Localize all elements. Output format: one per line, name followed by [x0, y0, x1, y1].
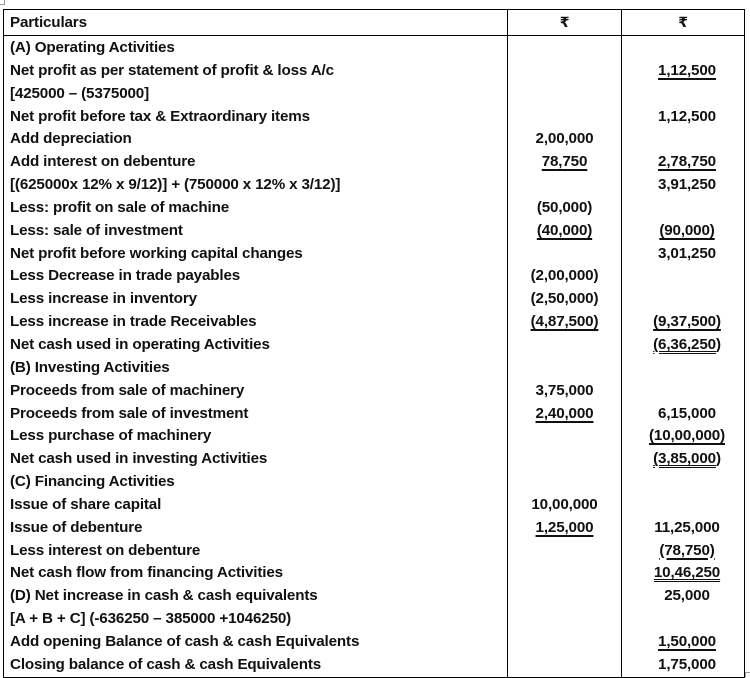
row-amount-col2 [508, 654, 622, 677]
table-row [4, 403, 745, 426]
row-amount-col3: 1,50,000 [622, 631, 745, 654]
row-amount-col2 [508, 425, 622, 448]
row-amount-col3 [622, 83, 745, 106]
table-row [4, 288, 745, 311]
rupee-icon: ₹ [678, 14, 688, 30]
row-amount-col3: (3,85,000) [622, 448, 745, 471]
row-label: Less increase in inventory [4, 288, 508, 311]
table-row [4, 540, 745, 563]
document-corner-mark [0, 0, 5, 5]
row-amount-col2: 2,00,000 [508, 128, 622, 151]
subtotal-row-financing [4, 562, 745, 585]
row-amount-col2: 2,40,000 [508, 403, 622, 426]
row-label: Proceeds from sale of investment [4, 403, 508, 426]
header-particulars: Particulars [4, 10, 508, 36]
row-label: Add interest on debenture [4, 151, 508, 174]
row-amount-col3: (78,750) [622, 540, 745, 563]
row-label: Less increase in trade Receivables [4, 311, 508, 334]
row-label: Net profit before working capital changes [4, 243, 508, 266]
subtotal-row-investing [4, 448, 745, 471]
row-amount-col2 [508, 36, 622, 60]
table-row [4, 265, 745, 288]
row-label: Net profit as per statement of profit & loss A/c [4, 60, 508, 83]
row-amount-col3: 10,46,250 [622, 562, 745, 585]
row-label: (A) Operating Activities [4, 36, 508, 60]
row-amount-col3: 3,91,250 [622, 174, 745, 197]
table-row [4, 60, 745, 83]
table-row [4, 151, 745, 174]
row-amount-col2: 10,00,000 [508, 494, 622, 517]
row-label: Net cash flow from financing Activities [4, 562, 508, 585]
rupee-icon: ₹ [559, 14, 570, 30]
row-amount-col3 [622, 471, 745, 494]
row-label: Net cash used in operating Activities [4, 334, 508, 357]
row-amount-col2: (4,87,500) [508, 311, 622, 334]
table-row [4, 243, 745, 266]
table-row [4, 174, 745, 197]
row-amount-col2: (2,50,000) [508, 288, 622, 311]
row-label: Add depreciation [4, 128, 508, 151]
table-row [4, 380, 745, 403]
row-label: Less: sale of investment [4, 220, 508, 243]
row-amount-col3: 1,12,500 [622, 106, 745, 129]
row-amount-col3 [622, 36, 745, 60]
header-amount-rupee-2 [622, 10, 745, 36]
row-amount-col3: 6,15,000 [622, 403, 745, 426]
row-amount-col2 [508, 540, 622, 563]
row-amount-col3: 1,75,000 [622, 654, 745, 677]
row-amount-col2 [508, 357, 622, 380]
row-label: Less interest on debenture [4, 540, 508, 563]
table-row [4, 425, 745, 448]
row-amount-col2 [508, 243, 622, 266]
row-amount-col3 [622, 357, 745, 380]
table-row [4, 608, 745, 631]
net-increase-row [4, 585, 745, 608]
row-label: Net cash used in investing Activities [4, 448, 508, 471]
row-amount-col3 [622, 265, 745, 288]
row-amount-col2 [508, 562, 622, 585]
closing-balance-row [4, 654, 745, 677]
row-label: Proceeds from sale of machinery [4, 380, 508, 403]
subtotal-row-operating [4, 334, 745, 357]
row-label: Issue of share capital [4, 494, 508, 517]
table-row [4, 517, 745, 540]
section-heading-financing [4, 471, 745, 494]
row-amount-col3: (10,00,000) [622, 425, 745, 448]
table-row [4, 220, 745, 243]
row-amount-col3 [622, 494, 745, 517]
row-amount-col2 [508, 608, 622, 631]
table-row [4, 494, 745, 517]
table-row [4, 106, 745, 129]
row-amount-col3: 11,25,000 [622, 517, 745, 540]
row-amount-col3 [622, 128, 745, 151]
row-amount-col3 [622, 608, 745, 631]
section-heading-investing [4, 357, 745, 380]
row-label: Net profit before tax & Extraordinary items [4, 106, 508, 129]
row-amount-col2: (2,00,000) [508, 265, 622, 288]
row-amount-col3: 1,12,500 [622, 60, 745, 83]
table-header-row [4, 10, 745, 36]
row-amount-col3: (9,37,500) [622, 311, 745, 334]
table-row [4, 128, 745, 151]
row-label: [425000 – (5375000] [4, 83, 508, 106]
row-amount-col2 [508, 60, 622, 83]
row-label: [(625000x 12% x 9/12)] + (750000 x 12% x 3/12)] [4, 174, 508, 197]
row-amount-col3 [622, 197, 745, 220]
row-label: (B) Investing Activities [4, 357, 508, 380]
document-corner-mark-bottom [745, 672, 750, 677]
row-label: Less Decrease in trade payables [4, 265, 508, 288]
row-amount-col2 [508, 585, 622, 608]
table-row [4, 83, 745, 106]
row-amount-col2 [508, 174, 622, 197]
row-amount-col2: (50,000) [508, 197, 622, 220]
row-amount-col2 [508, 83, 622, 106]
row-label: Closing balance of cash & cash Equivalents [4, 654, 508, 677]
header-amount-rupee-1 [508, 10, 622, 36]
row-amount-col2 [508, 106, 622, 129]
row-amount-col2 [508, 334, 622, 357]
row-amount-col3: 3,01,250 [622, 243, 745, 266]
table-row [4, 311, 745, 334]
row-label: Less: profit on sale of machine [4, 197, 508, 220]
row-amount-col2 [508, 471, 622, 494]
row-label: Issue of debenture [4, 517, 508, 540]
row-amount-col3: (6,36,250) [622, 334, 745, 357]
row-amount-col3: (90,000) [622, 220, 745, 243]
row-label: Add opening Balance of cash & cash Equivalents [4, 631, 508, 654]
row-label: (D) Net increase in cash & cash equivalents [4, 585, 508, 608]
row-amount-col3: 2,78,750 [622, 151, 745, 174]
row-amount-col2 [508, 631, 622, 654]
cash-flow-statement-table [3, 9, 745, 678]
row-amount-col2: 1,25,000 [508, 517, 622, 540]
table-row [4, 197, 745, 220]
section-heading-operating [4, 36, 745, 60]
row-amount-col3: 25,000 [622, 585, 745, 608]
row-label: [A + B + C] (-636250 – 385000 +1046250) [4, 608, 508, 631]
table-row [4, 631, 745, 654]
row-label: Less purchase of machinery [4, 425, 508, 448]
row-label: (C) Financing Activities [4, 471, 508, 494]
row-amount-col2: (40,000) [508, 220, 622, 243]
row-amount-col3 [622, 380, 745, 403]
row-amount-col2: 3,75,000 [508, 380, 622, 403]
row-amount-col3 [622, 288, 745, 311]
row-amount-col2 [508, 448, 622, 471]
row-amount-col2: 78,750 [508, 151, 622, 174]
